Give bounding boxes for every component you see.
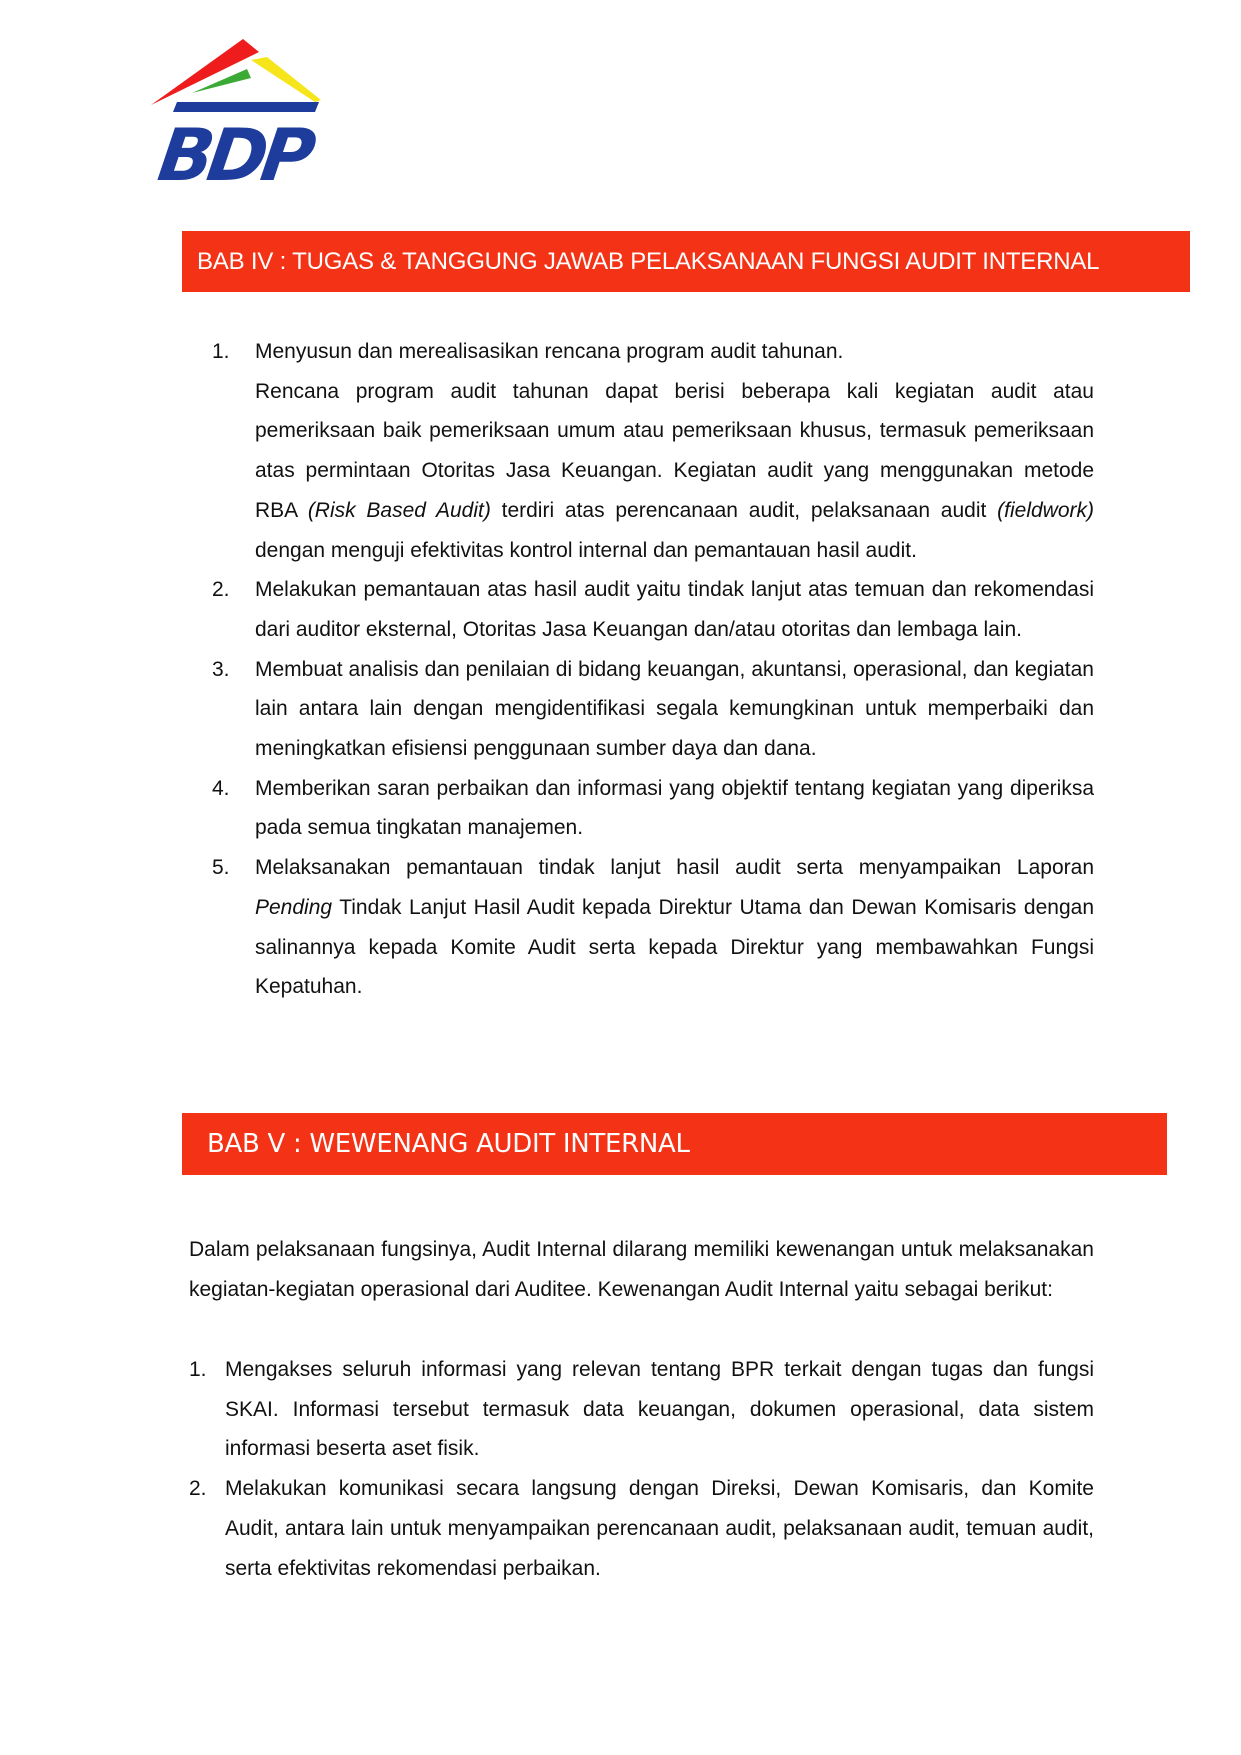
section-5-heading [182,1113,1167,1175]
list-item-body [255,380,1094,562]
list-item [212,848,1094,1007]
section-4-heading [182,231,1190,292]
list-item-text: Membuat analisis dan penilaian di bidang keuangan, akuntansi, operasional, dan kegiatan lain antara lain dengan mengidentifikasi segala kemungkinan untuk memperbaiki dan meningkatkan efisiensi penggunaan sumber daya dan dana. [255,657,1094,761]
bdp-logo [147,30,323,190]
list-number: 1. [189,1358,207,1381]
italic-term: Pending [255,895,333,919]
list-item-text: Melakukan pemantauan atas hasil audit yaitu tindak lanjut atas temuan dan rekomendasi dari auditor eksternal, Otoritas Jasa Keuangan dan/atau otoritas dan lembaga lain. [255,578,1094,641]
italic-term: (Risk Based Audit) [307,498,491,522]
body-text: dengan menguji efektivitas kontrol internal dan pemantauan hasil audit. [255,538,917,562]
body-text: Tindak Lanjut Hasil Audit kepada Direktur Utama dan Dewan Komisaris dengan salinannya kepada Komite Audit serta kepada Direktur yang membawahkan Fungsi Kepatuhan. [255,895,1094,999]
list-item [212,332,1094,570]
list-item-text: Melakukan komunikasi secara langsung dengan Direksi, Dewan Komisaris, dan Komite Audit, antara lain untuk menyampaikan perencanaan audit, pelaksanaan audit, temuan audit, serta efektivitas rekomendasi perbaikan. [225,1477,1094,1580]
italic-term: (fieldwork) [997,498,1094,522]
list-item [212,570,1094,649]
body-text: Rencana program audit tahunan dapat berisi beberapa kali kegiatan audit atau pemeriksaan baik pemeriksaan umum atau pemeriksaan khusus, termasuk pemeriksaan atas permintaan Otoritas Jasa Keuangan. Kegiatan audit yang menggunakan metode RBA [255,379,1094,522]
logo-text: BDP [153,114,315,190]
body-text: terdiri atas perencanaan audit, pelaksanaan audit [490,498,998,522]
list-item-text: Memberikan saran perbaikan dan informasi yang objektif tentang kegiatan yang diperiksa pada semua tingkatan manajemen. [255,776,1094,840]
list-item [212,769,1094,848]
list-item-lead: Menyusun dan merealisasikan rencana program audit tahunan. [255,340,844,363]
list-number: 2. [212,578,230,602]
list-item [189,1469,1094,1588]
list-number: 1. [212,340,230,363]
section-5-intro: Dalam pelaksanaan fungsinya, Audit Internal dilarang memiliki kewenangan untuk melaksanakan kegiatan-kegiatan operasional dari Auditee. Kewenangan Audit Internal yaitu sebagai berikut: [189,1238,1094,1301]
section-4-list [212,332,1094,1007]
list-number: 2. [189,1477,207,1501]
body-text: Melaksanakan pemantauan tindak lanjut hasil audit serta menyampaikan Laporan [255,856,1094,880]
list-number: 5. [212,856,230,880]
list-number: 4. [212,776,230,800]
section-5-title: BAB V : WEWENANG AUDIT INTERNAL [207,1129,690,1159]
bdp-logo-icon [147,30,323,190]
section-5-list [189,1350,1094,1588]
list-item-text [255,856,1094,998]
list-item [212,650,1094,769]
list-item-text: Mengakses seluruh informasi yang relevan tentang BPR terkait dengan tugas dan fungsi SKAI. Informasi tersebut termasuk data keuangan, dokumen operasional, data sistem informasi beserta aset fisik. [225,1358,1094,1461]
section-4-title: BAB IV : TUGAS & TANGGUNG JAWAB PELAKSANAAN FUNGSI AUDIT INTERNAL [197,247,1100,275]
list-item [189,1350,1094,1469]
list-number: 3. [212,657,230,681]
